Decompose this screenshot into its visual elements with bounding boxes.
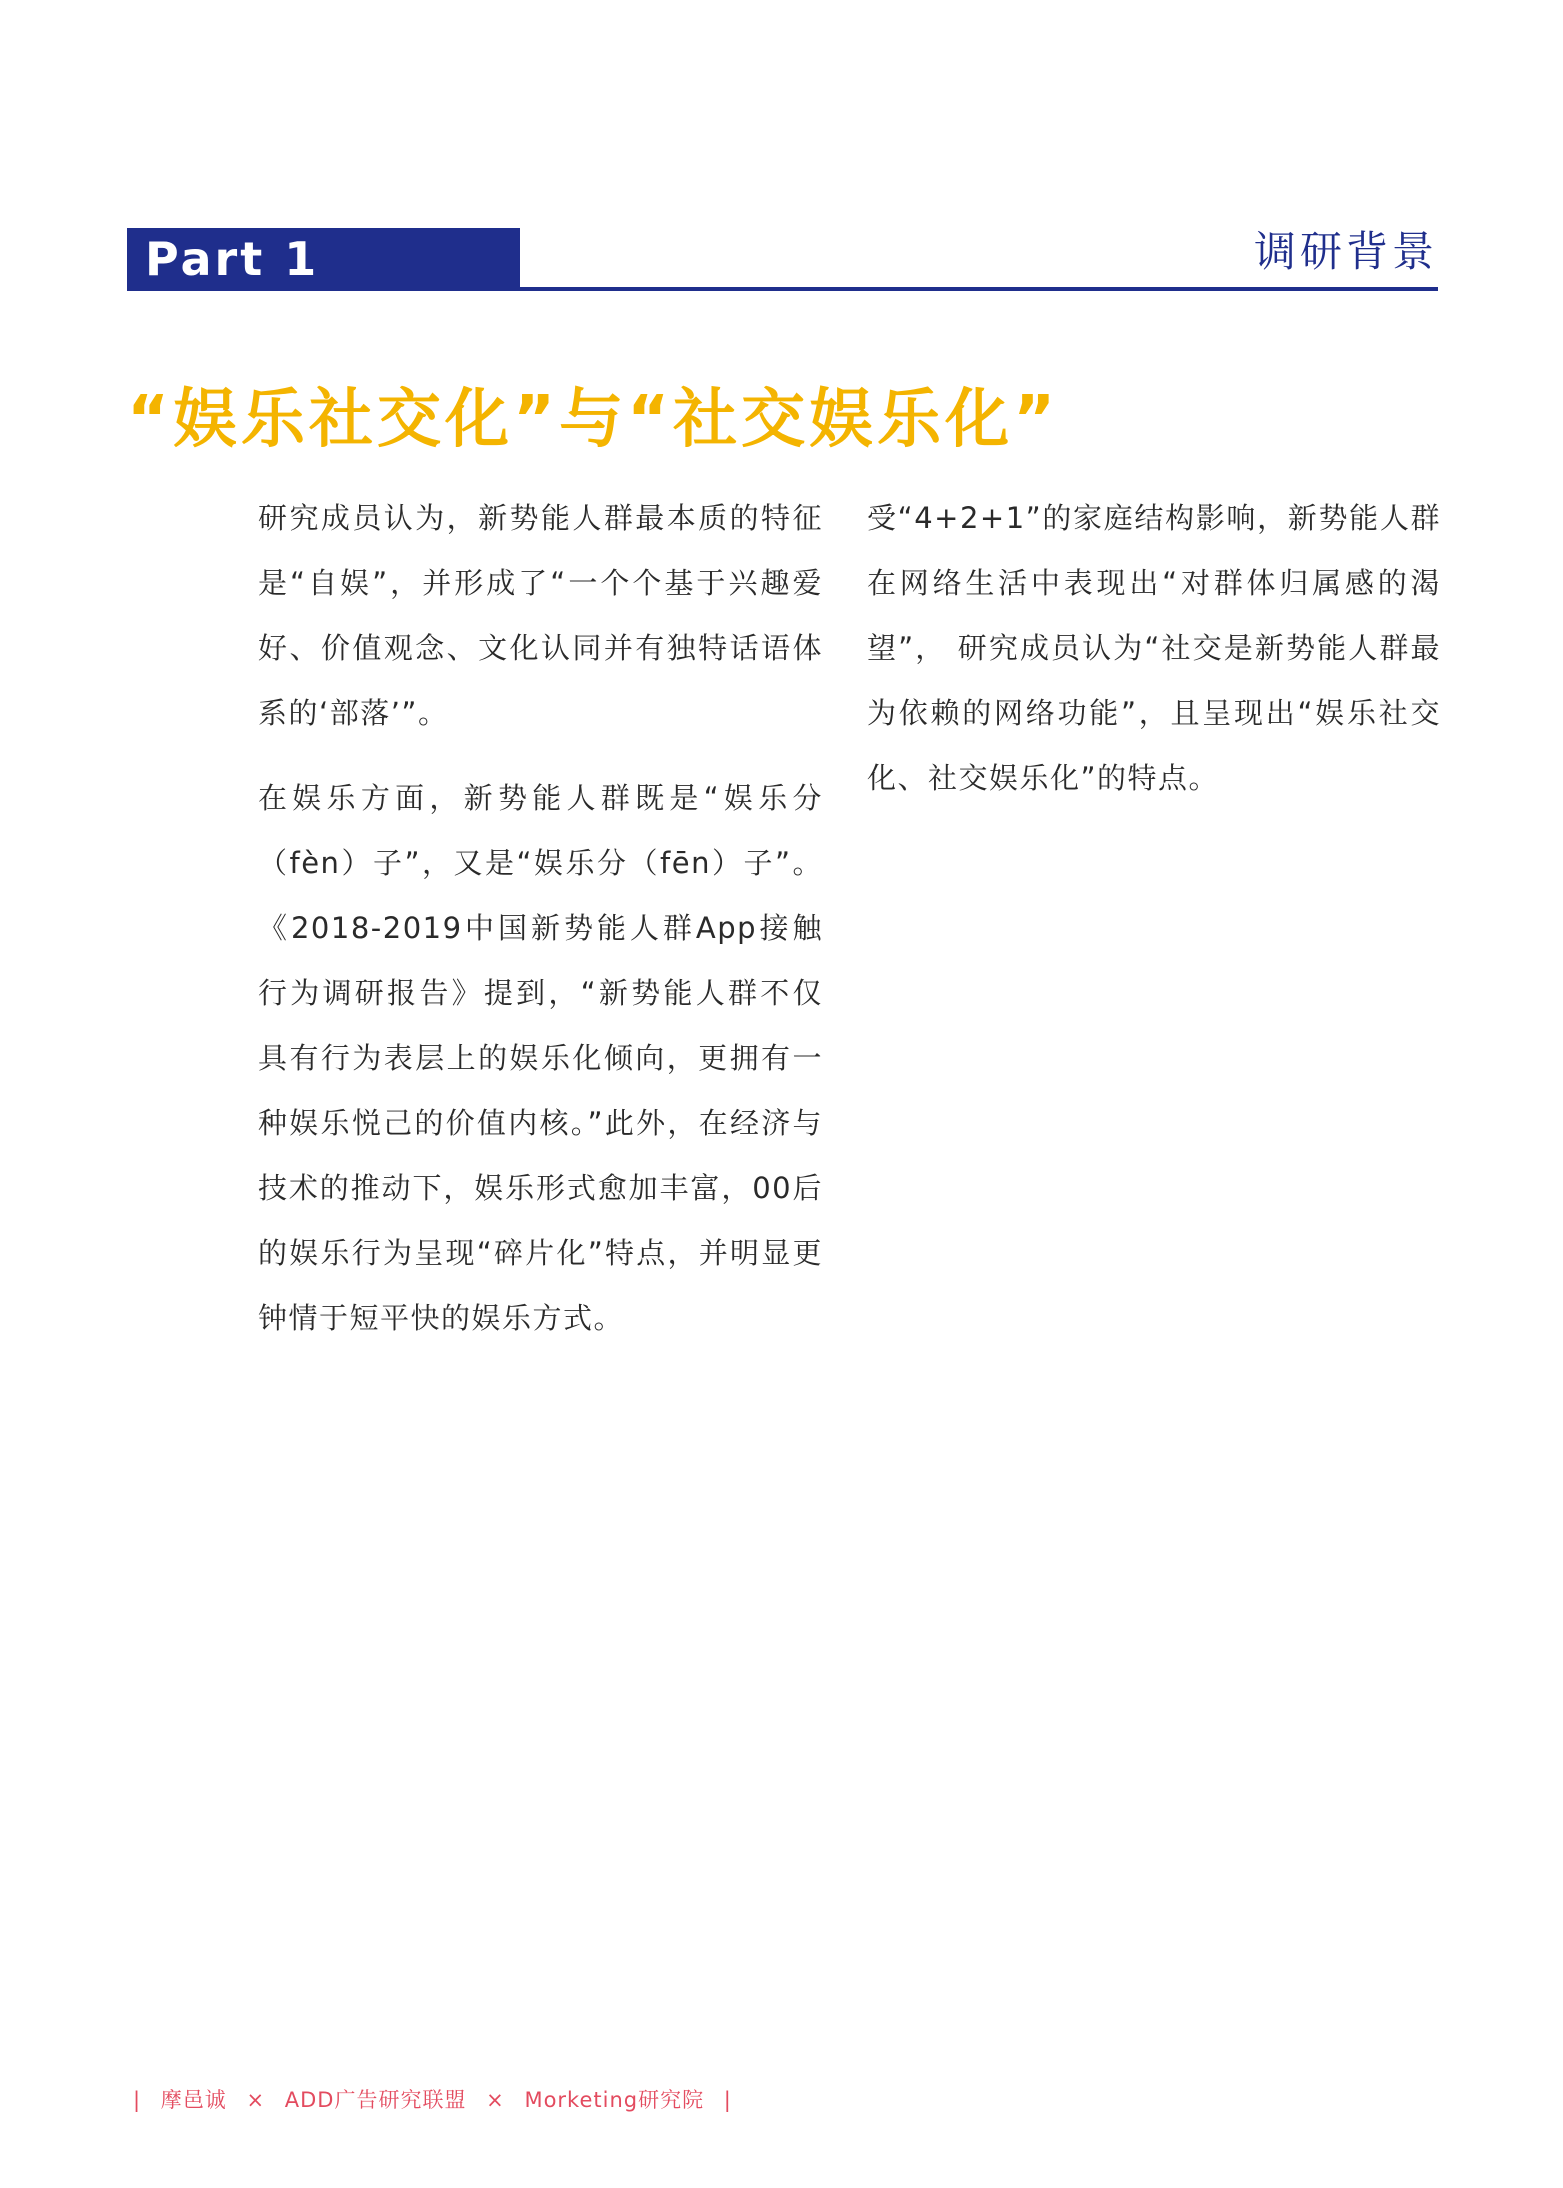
- body-paragraph: 在娱乐方面，新势能人群既是“娱乐分（fèn）子”，又是“娱乐分（fēn）子”。《2018-2019中国新势能人群App接触行为调研报告》提到，“新势能人群不仅具有行为表层上的娱乐化倾向，更拥有一种娱乐悦己的价值内核。”此外，在经济与技术的推动下，娱乐形式愈加丰富，00后的娱乐行为呈现“碎片化”特点，并明显更钟情于短平快的娱乐方式。: [258, 781, 823, 1335]
- footer-bar-left: |: [133, 2088, 142, 2112]
- footer-bar-right: |: [723, 2088, 732, 2112]
- body-paragraph: 研究成员认为，新势能人群最本质的特征是“自娱”，并形成了“一个个基于兴趣爱好、价值观念、文化认同并有独特话语体系的‘部落’”。: [258, 501, 823, 730]
- footer-separator: ×: [246, 2088, 266, 2112]
- section-title: 调研背景: [1253, 227, 1438, 276]
- footer-credits: [127, 2084, 738, 2114]
- footer-org-2: ADD广告研究联盟: [284, 2088, 467, 2112]
- body-paragraph: 受“4+2+1”的家庭结构影响，新势能人群在网络生活中表现出“对群体归属感的渴望”， 研究成员认为“社交是新势能人群最为依赖的网络功能”，且呈现出“娱乐社交化、社交娱乐化”的特点。: [867, 501, 1441, 795]
- footer-separator: ×: [486, 2088, 505, 2112]
- header-divider: [127, 287, 1438, 291]
- footer-org-1: 摩邑诚: [160, 2088, 227, 2112]
- footer-org-3: Morketing研究院: [524, 2088, 705, 2112]
- page-headline: “娱乐社交化”与“社交娱乐化”: [127, 383, 1060, 457]
- body-column-right: [867, 486, 1441, 831]
- part-label: Part 1: [145, 232, 320, 286]
- part-label-box: [127, 228, 520, 290]
- body-column-left: [258, 486, 823, 1371]
